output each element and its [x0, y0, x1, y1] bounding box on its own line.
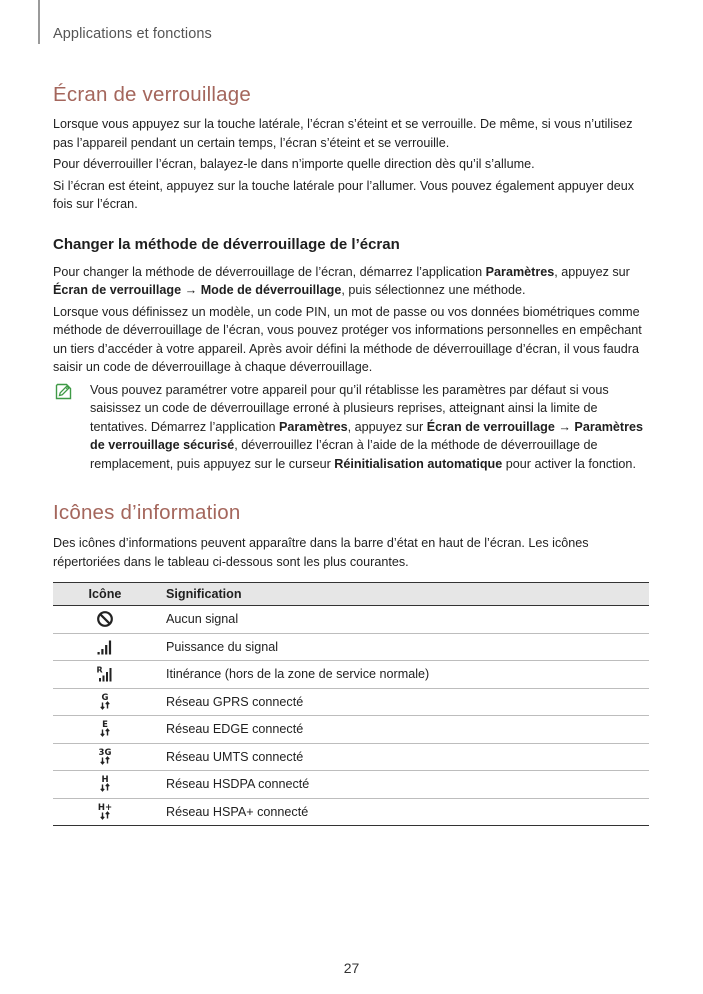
row-meaning: Réseau EDGE connecté — [157, 716, 649, 744]
row-meaning: Réseau GPRS connecté — [157, 688, 649, 716]
hspa-plus-icon — [95, 802, 115, 822]
lock-paragraph-3: Si l’écran est éteint, appuyez sur la touche latérale pour l’allumer. Vous pouvez également appuyer deux fois sur l’écran. — [53, 178, 635, 211]
umts-icon-letter: 3G — [98, 747, 112, 758]
row-meaning: Réseau HSDPA connecté — [157, 771, 649, 799]
signal-strength-icon — [96, 638, 114, 656]
method-paragraph-1: Pour changer la méthode de déverrouillage de l’écran, démarrez l’application Paramètres, appuyez sur Écran de verrouillage → Mode de déverrouillage, puis sélectionnez une méthode. — [53, 264, 630, 297]
page-content — [53, 80, 649, 826]
table-row — [53, 688, 649, 716]
lock-paragraph-1: Lorsque vous appuyez sur la touche latérale, l’écran s’éteint et se verrouille. De même, si vous n’utilisez pas l’appareil pendant un certain temps, l’écran s’éteint et se verrouille. — [53, 117, 633, 150]
row-meaning: Puissance du signal — [157, 633, 649, 661]
note-text: Vous pouvez paramétrer votre appareil pour qu’il rétablisse les paramètres par défaut si vous saisissez un code de déverrouillage erroné à plusieurs reprises, atteignant ainsi la limite de tentatives. Démarrez l’application Paramètres, appuyez sur Écran de verrouillage → Paramètres de verrouillage sécurisé, déverrouillez l’écran à l’aide de la méthode de déverrouillage de remplacement, puis appuyez sur le curseur Réinitialisation automatique pour activer la fonction. — [90, 382, 644, 471]
edge-icon — [95, 719, 115, 739]
row-meaning: Réseau UMTS connecté — [157, 743, 649, 771]
hsdpa-icon — [95, 774, 115, 794]
row-meaning: Réseau HSPA+ connecté — [157, 798, 649, 826]
table-row — [53, 633, 649, 661]
note-box — [53, 381, 649, 474]
no-signal-icon — [96, 610, 114, 628]
header-rule — [38, 0, 40, 44]
row-meaning: Aucun signal — [157, 606, 649, 634]
icons-intro: Des icônes d’informations peuvent apparaître dans la barre d’état en haut de l’écran. Les icônes répertoriées dans le tableau ci-dessous sont les plus courantes. — [53, 536, 589, 569]
hspa-plus-icon-letter: H+ — [97, 802, 113, 813]
table-row — [53, 606, 649, 634]
column-header-icon: Icône — [53, 583, 157, 606]
table-row — [53, 771, 649, 799]
gprs-icon — [95, 692, 115, 712]
lock-paragraph-2: Pour déverrouiller l’écran, balayez-le dans n’importe quelle direction dès qu’il s’allume. — [53, 157, 535, 171]
table-row — [53, 743, 649, 771]
table-row — [53, 798, 649, 826]
running-header: Applications et fonctions — [53, 26, 212, 42]
gprs-icon-letter: G — [101, 692, 109, 703]
icons-table — [53, 582, 649, 826]
table-header-row — [53, 583, 649, 606]
row-meaning: Itinérance (hors de la zone de service normale) — [157, 661, 649, 689]
table-row — [53, 661, 649, 689]
subsection-title-unlock-method: Changer la méthode de déverrouillage de l’écran — [53, 235, 400, 253]
roaming-icon — [96, 665, 114, 683]
roaming-icon-letter: R — [96, 665, 103, 675]
method-paragraph-2: Lorsque vous définissez un modèle, un code PIN, un mot de passe ou vos données biométriques comme méthode de déverrouillage de l’écran, vous pouvez protéger vos informations personnelles en empêchant un tiers d’accéder à votre appareil. Après avoir défini la méthode de déverrouillage d’écran, il vous faudra saisir un code de déverrouillage à chaque déverrouillage. — [53, 304, 642, 374]
note-pencil-icon — [54, 382, 73, 401]
umts-icon — [95, 747, 115, 767]
section-title-lock-screen: Écran de verrouillage — [53, 83, 251, 106]
table-row — [53, 716, 649, 744]
edge-icon-letter: E — [102, 720, 108, 731]
section-title-info-icons: Icônes d’information — [53, 501, 241, 524]
column-header-meaning: Signification — [157, 583, 649, 606]
page-number: 27 — [343, 960, 360, 976]
hsdpa-icon-letter: H — [101, 775, 109, 786]
